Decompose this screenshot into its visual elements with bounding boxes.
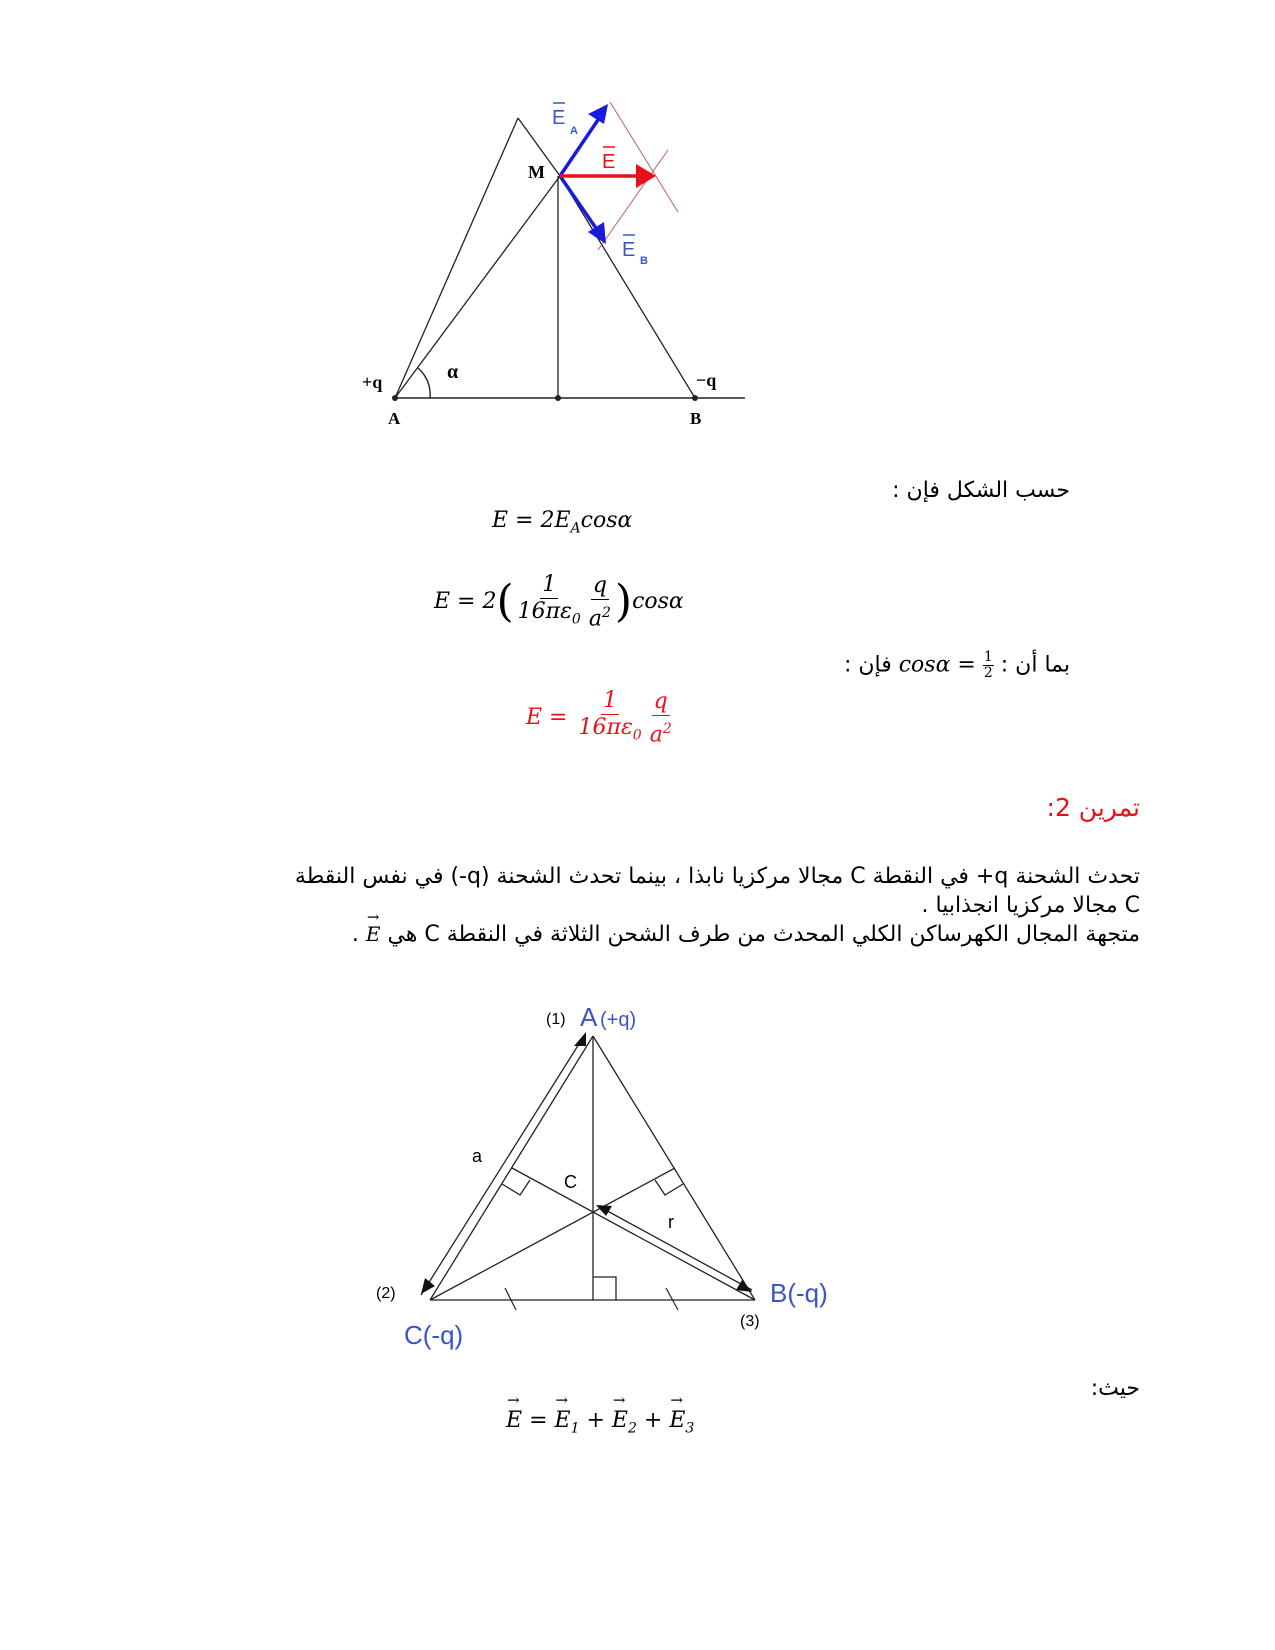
label-minus-q: −q xyxy=(696,370,717,390)
label-c-charge: C(-q) xyxy=(404,1320,464,1350)
label-a: A xyxy=(388,409,401,428)
label-r: r xyxy=(668,1212,674,1232)
equation-2: E = 2( $\frac{1}{16\pi\varepsilon_0}$ $\frac{q}{a^2}$ )cosα xyxy=(434,572,684,631)
label-eb-sub: B xyxy=(640,255,648,267)
side-mb xyxy=(560,176,695,398)
label-1: (1) xyxy=(546,1011,566,1028)
eq2-frac2-num: q xyxy=(592,572,607,598)
exercise-2-paragraph xyxy=(80,862,1140,949)
label-e: E xyxy=(602,151,616,173)
since-frac-num: 1 xyxy=(983,649,993,665)
para-line-3-end: . xyxy=(351,922,359,947)
vector-ea xyxy=(560,114,602,176)
arrow-1 xyxy=(574,1032,586,1046)
eq1-sub: A xyxy=(570,520,581,537)
eq1-tail: cosα xyxy=(580,508,633,533)
label-b-charge: B(-q) xyxy=(770,1278,828,1308)
para-line-3-vec: → E xyxy=(366,920,381,949)
result-frac1-den: 16πε xyxy=(578,715,633,740)
eq2-frac1 xyxy=(516,572,583,632)
label-a-vertex: A xyxy=(580,1002,598,1032)
eq2-tail: cosα xyxy=(632,589,684,615)
eq2-frac2-den-sup: 2 xyxy=(601,604,611,621)
equation-1 xyxy=(492,508,632,536)
since-suffix: فإن : xyxy=(843,652,892,678)
eq2-frac1-den: 16πε xyxy=(517,599,572,624)
vector-eb xyxy=(560,176,600,234)
result-head: E = xyxy=(526,705,568,731)
result-frac2-num: q xyxy=(653,688,668,714)
label-centre-c: C xyxy=(564,1172,577,1192)
label-plus-q: +q xyxy=(362,372,383,392)
result-frac2 xyxy=(648,689,674,748)
sum-e: → E xyxy=(506,1408,522,1433)
result-frac1-num: 1 xyxy=(603,688,618,713)
since-prefix: بما أن : xyxy=(1000,652,1070,678)
since-math xyxy=(899,650,994,681)
label-ea-sub: A xyxy=(570,125,578,137)
label-m: M xyxy=(528,162,545,182)
sum-eq: = xyxy=(529,1408,548,1433)
label-eb: E xyxy=(622,239,636,261)
label-3: (3) xyxy=(740,1313,760,1330)
according-line: حسب الشكل فإن : xyxy=(892,478,1070,503)
sum-e3: → E xyxy=(669,1408,685,1433)
alpha-arc xyxy=(418,368,430,398)
label-b: B xyxy=(690,409,702,428)
figure-triangle-charges xyxy=(370,995,860,1355)
eq1-head: E = 2E xyxy=(492,508,571,533)
sum-plus-2: + xyxy=(643,1408,663,1433)
where-line: حيث: xyxy=(1090,1376,1140,1401)
label-side-a: a xyxy=(472,1146,483,1166)
label-alpha: α xyxy=(447,361,459,383)
sum-e3-sub: 3 xyxy=(685,1420,695,1437)
eq2-frac1-den-sub: 0 xyxy=(571,611,581,628)
eq2-head: E = 2 xyxy=(434,589,497,615)
median-b xyxy=(512,1168,755,1300)
eq2-frac1-num: 1 xyxy=(542,572,557,597)
figure-dipole-field xyxy=(355,95,755,435)
sum-plus-1: + xyxy=(586,1408,605,1433)
equation-result xyxy=(526,688,676,748)
median-c xyxy=(430,1168,675,1300)
label-a-charge: (+q) xyxy=(600,1009,637,1031)
result-frac2-den-sup: 2 xyxy=(662,720,672,737)
result-frac1 xyxy=(577,688,644,748)
since-frac-den: 2 xyxy=(983,665,993,681)
para-line-2: C مجالا مركزيا انجذابيا . xyxy=(921,893,1140,918)
since-math-text: cosα = xyxy=(898,652,976,678)
arrow-2 xyxy=(421,1278,435,1294)
label-ea: E xyxy=(552,107,566,129)
exercise-2-title: تمرين 2: xyxy=(1046,793,1140,822)
result-frac1-den-sub: 0 xyxy=(632,727,642,744)
sum-e2: → E xyxy=(612,1408,628,1433)
eq2-frac2-den: a xyxy=(588,605,602,631)
sum-e1: → E xyxy=(555,1408,571,1433)
sum-e2-sub: 2 xyxy=(627,1420,637,1437)
since-frac xyxy=(983,650,994,681)
equation-sum xyxy=(506,1408,694,1436)
side-ac xyxy=(430,1036,593,1300)
para-line-3-text: متجهة المجال الكهرساكن الكلي المحدث من طرف الشحن الثلاثة في النقطة C هي xyxy=(387,922,1140,947)
since-line xyxy=(700,650,1070,681)
para-line-1: تحدث الشحنة q+ في النقطة C مجالا مركزيا نابذا ، بينما تحدث الشحنة (q-) في نفس النقطة xyxy=(294,864,1140,889)
result-frac2-den: a xyxy=(649,721,663,747)
eq2-frac2 xyxy=(587,573,613,632)
label-2: (2) xyxy=(376,1285,396,1302)
para-line-3 xyxy=(80,920,1140,949)
sum-e1-sub: 1 xyxy=(570,1420,580,1437)
